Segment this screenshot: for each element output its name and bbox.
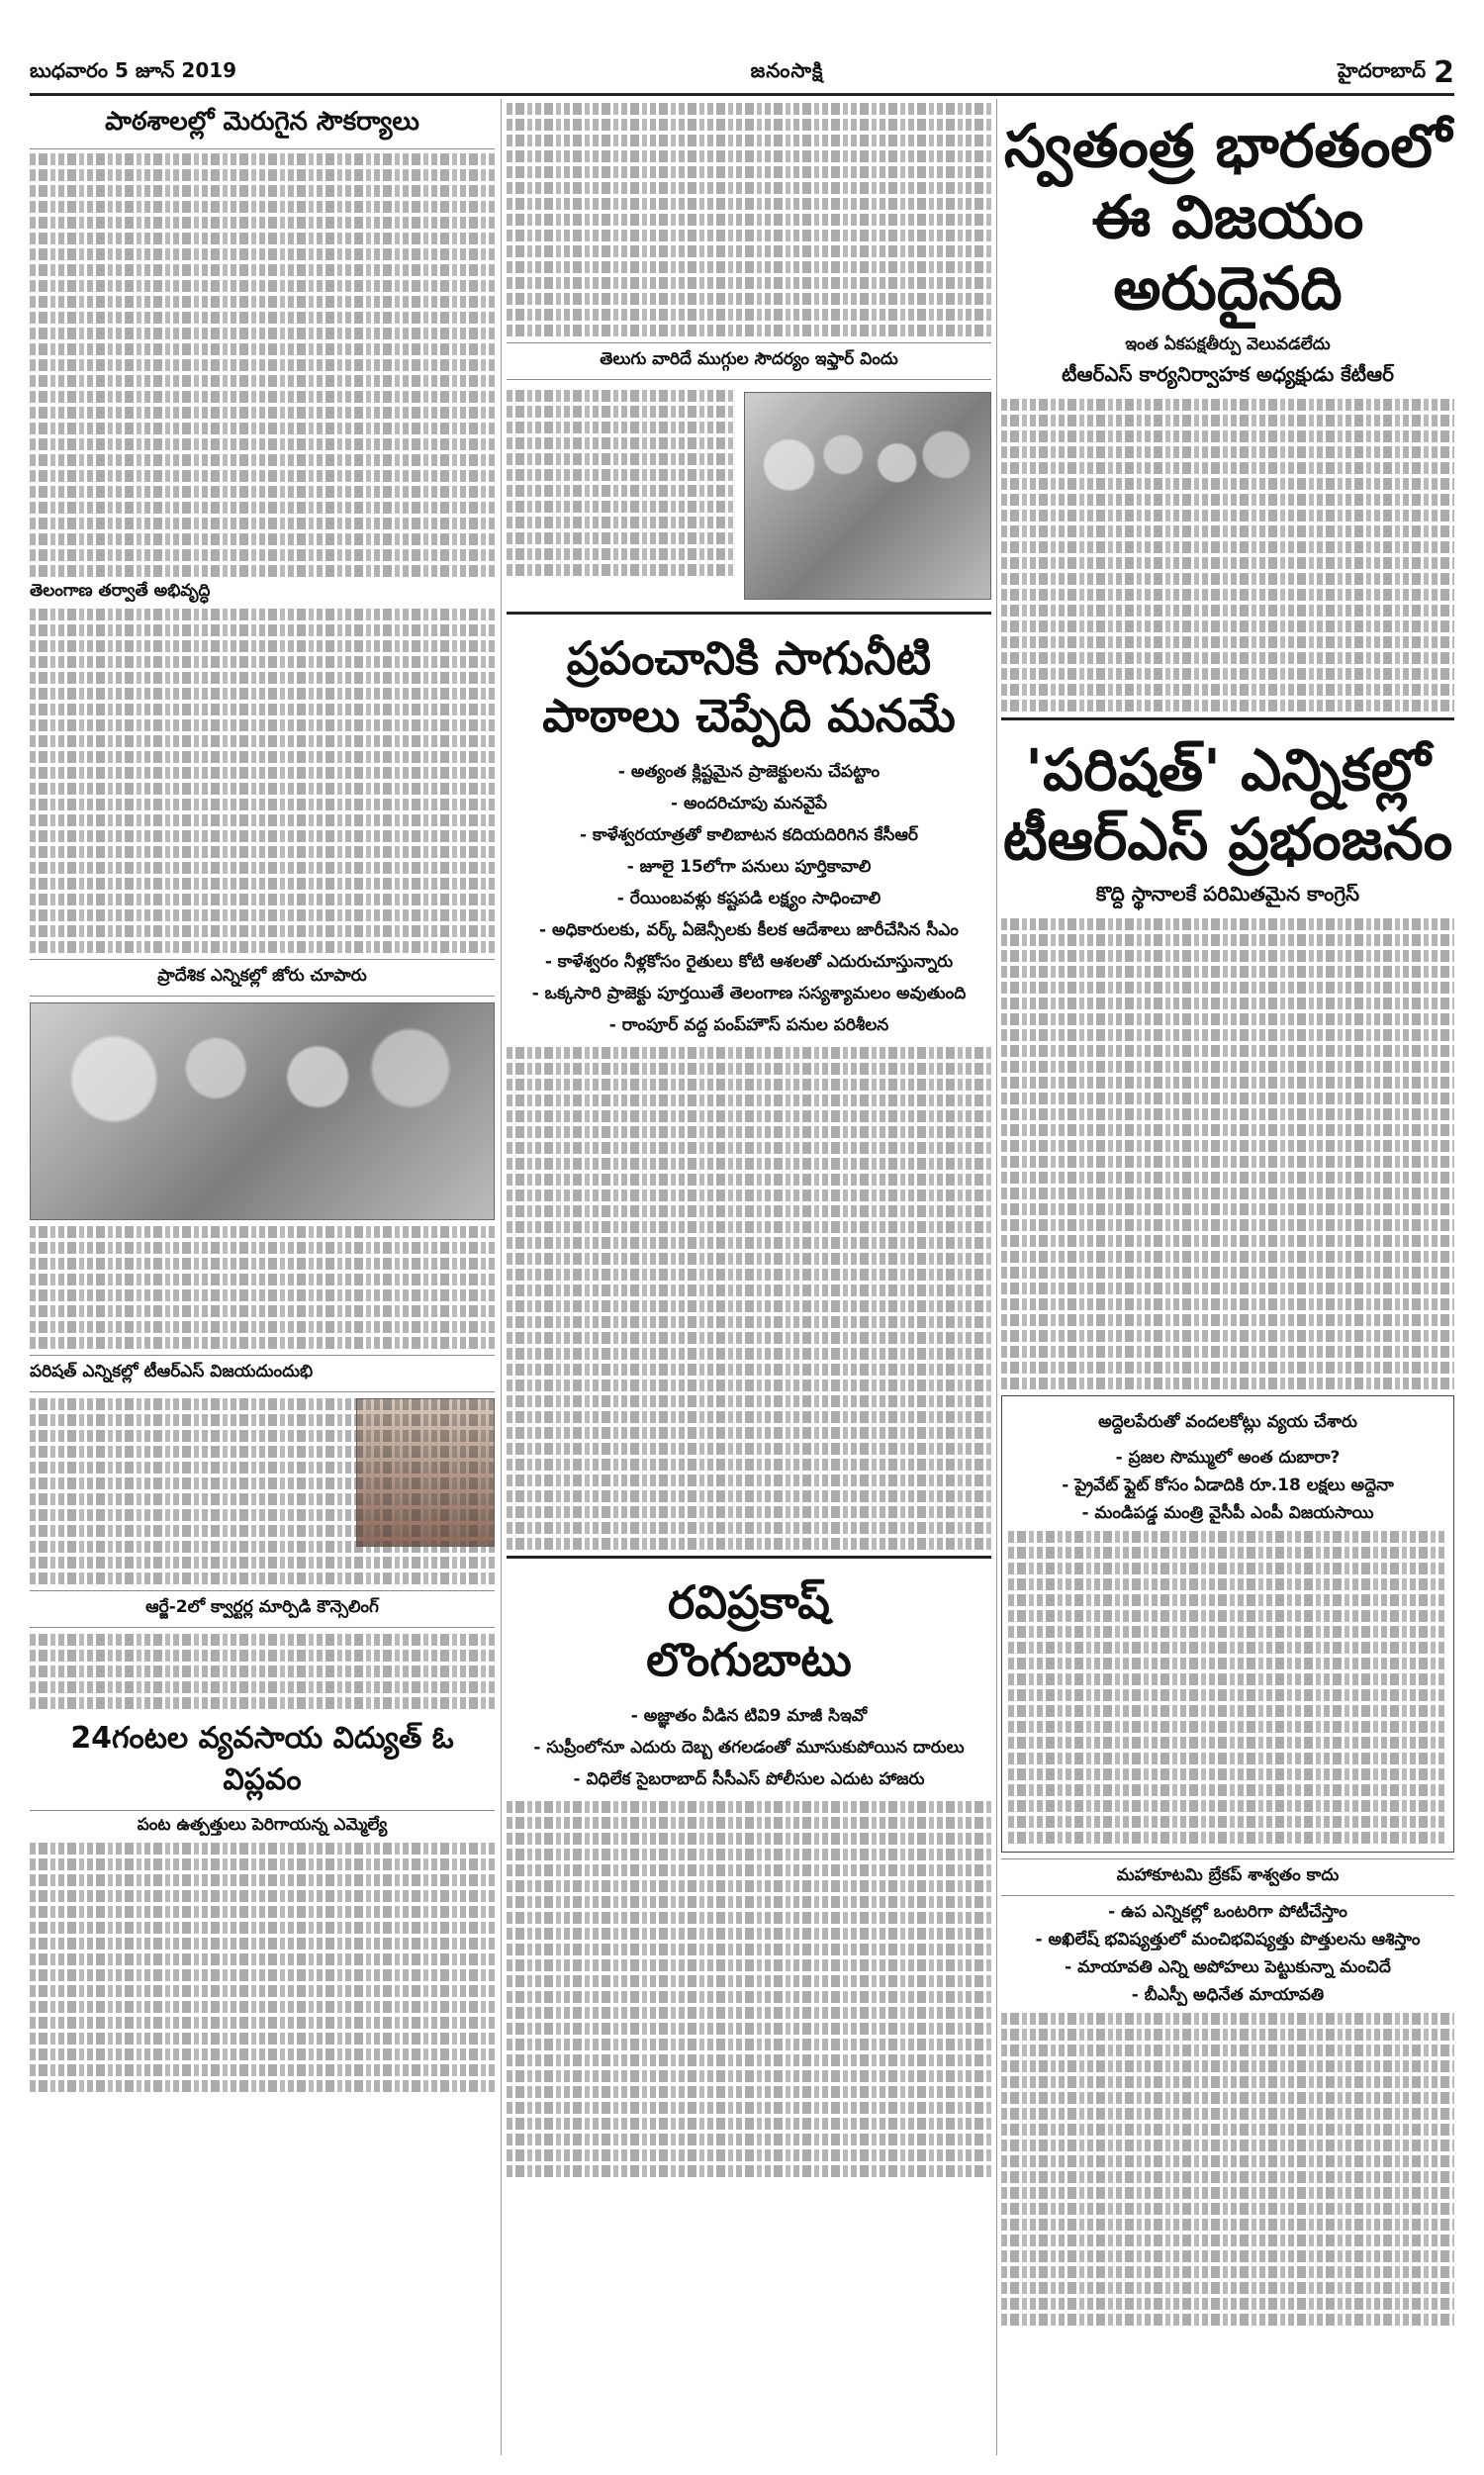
- article-body: [30, 153, 495, 577]
- article-body: [1001, 2013, 1454, 2326]
- headline-bullet: - కాళేశ్వరం నీళ్లకోసం రైతులు కోటి ఆశలతో ఎదురుచూస్తున్నారు: [544, 952, 954, 972]
- headline-bullet: - రాంపూర్ వద్ద పంప్‌హౌస్ పనుల పరిశీలన: [608, 1015, 889, 1035]
- lead-headline-line2: ఈ విజయం అరుదైనది: [1091, 183, 1364, 324]
- article-body: [507, 103, 991, 336]
- article-with-photo: [507, 386, 991, 606]
- page-number: 2: [1434, 54, 1454, 90]
- article-body: [507, 1047, 991, 1550]
- article-body: [507, 386, 736, 606]
- feature-headline-line2: లొంగుబాటు: [646, 1632, 852, 1686]
- headline-bullet: - మండిపడ్డ మంత్రి వైసీపీ ఎంపీ విజయసాయి: [1081, 1503, 1374, 1524]
- news-photo: [30, 1002, 495, 1220]
- masthead-city: [1338, 55, 1454, 90]
- article-subheadline: తెలంగాణ తర్వాతే అభివృద్ధి: [30, 581, 211, 601]
- feature-headline: [507, 1565, 991, 1698]
- article-headline: ప్రాదేశిక ఎన్నికల్లో జోరు చూపారు: [30, 959, 495, 997]
- masthead-city-name: హైదరాబాద్: [1338, 57, 1427, 82]
- article-body: [1008, 1531, 1447, 1844]
- article-headline: అద్దెలపేరుతో వందలకోట్లు వ్యయ చేశారు: [1098, 1412, 1357, 1433]
- feature-headline-line1: రవిప్రకాష్: [668, 1575, 830, 1629]
- lead-headline-line1: స్వతంత్ర భారతంలో: [1003, 112, 1452, 181]
- article-body: [30, 609, 495, 953]
- article-headline: 24గంటల వ్యవసాయ విద్యుత్ ఓ విప్లవం: [30, 1713, 495, 1811]
- masthead-paper-name: జనంసాక్షి: [750, 57, 824, 82]
- article-body: [1001, 399, 1454, 712]
- headline-bullet: - బీఎస్పీ అధినేత మాయావతి: [1131, 1985, 1325, 2006]
- headline-bullet: - ఒక్కసారి ప్రాజెక్టు పూర్తయితే తెలంగాణ సస్యశ్యామలం అవుతుంది: [531, 984, 967, 1003]
- headline-bullet: - అఖిలేష్ భవిష్యత్తులో మంచిభవిష్యత్తు పొత్తులను ఆశిస్తాం: [1035, 1930, 1421, 1951]
- lead-deck: ఇంత ఏకపక్షతీర్పు వెలువడలేదు: [1125, 334, 1331, 354]
- article-headline: పాఠశాలల్లో మెరుగైన సౌకర్యాలు: [30, 99, 495, 149]
- headline-bullet: - కాళేశ్వరయాత్రతో కాలిబాటన కదియదిరిగిన కేసీఆర్: [580, 825, 918, 845]
- feature-headline-line2: పాఠాలు చెప్పేది మనమే: [542, 688, 956, 742]
- headline-bullet: - అజ్ఞాతం వీడిన టివి9 మాజీ సిఇవో: [630, 1706, 868, 1726]
- headline-bullet: - సుప్రీంలోనూ ఎదురు దెబ్బ తగలడంతో మూసుకుపోయిన దారులు: [533, 1738, 965, 1758]
- column-divider: [501, 99, 502, 2455]
- headline-bullet: - విధిలేక సైబరాబాద్ సీసీఎస్ పోలీసుల ఎదుట హాజరు: [573, 1769, 925, 1789]
- lead-headline-line2: టీఆర్ఎస్ ప్రభంజనం: [1002, 805, 1453, 873]
- headline-bullets: [507, 762, 991, 1039]
- lead-headline-line1: 'పరిషత్' ఎన్నికల్లో: [1025, 736, 1431, 804]
- section-rule: [507, 612, 991, 615]
- article-body: [30, 1398, 495, 1584]
- article-body: [30, 1634, 495, 1709]
- headline-bullet: - ప్రైవేట్ ఫ్లైట్ కోసం ఏడాదికి రూ.18 లక్షలు అద్దెనా: [1062, 1475, 1394, 1496]
- column-middle: [507, 99, 991, 2455]
- section-rule: [507, 1556, 991, 1559]
- column-right: [1001, 99, 1454, 2455]
- headline-bullet: - అందరిచూపు మనవైపే: [670, 794, 827, 813]
- feature-headline-line1: ప్రపంచానికి సాగునీటి: [566, 631, 932, 685]
- masthead: [30, 54, 1454, 90]
- headline-bullet: - ఉప ఎన్నికల్లో ఒంటరిగా పోటీచేస్తాం: [1108, 1902, 1347, 1923]
- feature-headline: [507, 620, 991, 754]
- article-body: [1001, 918, 1454, 1389]
- lead-headline: [1001, 726, 1454, 878]
- lead-headline: [1001, 99, 1454, 331]
- headline-bullets: [507, 1706, 991, 1793]
- masthead-date: బుధవారం 5 జూన్ 2019: [30, 57, 237, 82]
- article-body: [30, 1226, 495, 1349]
- article-body: [30, 1843, 495, 2092]
- column-left: [30, 99, 495, 2455]
- article-headline: మహాకూటమి బ్రేకప్ శాశ్వతం కాదు: [1001, 1858, 1454, 1896]
- section-rule: [1001, 717, 1454, 720]
- article-body: [507, 1801, 991, 2177]
- headline-bullet: - జూలై 15లోగా పనులు పూర్తికావాలి: [626, 857, 872, 877]
- article-headline: తెలుగు వారిదే ముగ్గుల సౌదర్యం ఇఫ్తార్ విందు: [507, 342, 991, 380]
- lead-subdeck: టీఆర్ఎస్ కార్యనిర్వాహక అధ్యక్షుడు కేటీఆర్: [1062, 362, 1394, 386]
- iftar-photo: [744, 392, 991, 600]
- article-headline: ఆర్జే-2లో క్వార్టర్ల మార్పిడి కౌన్సెలింగ్: [30, 1590, 495, 1628]
- article-deck: పంట ఉత్పత్తులు పెరిగాయన్న ఎమ్మెల్యే: [137, 1815, 388, 1835]
- article-headline: పరిషత్ ఎన్నికల్లో టీఆర్ఎస్ విజయదుందుభి: [30, 1355, 495, 1392]
- headline-bullet: - అధికారులకు, వర్క్ ఏజెన్సీలకు కీలక ఆదేశాలు జారీచేసిన సీఎం: [539, 920, 959, 940]
- headline-bullet: - మాయావతి ఎన్ని అపోహలు పెట్టుకున్నా మంచిదే: [1065, 1957, 1391, 1978]
- masthead-rule: [30, 93, 1454, 96]
- article-box: [1001, 1395, 1454, 1853]
- column-divider: [996, 99, 997, 2455]
- headline-bullet: - అత్యంత క్లిష్టమైన ప్రాజెక్టులను చేపట్టాం: [617, 762, 881, 782]
- headline-bullets: [1008, 1448, 1447, 1527]
- lead-deck: కొద్ది స్థానాలకే పరిమితమైన కాంగ్రెస్: [1095, 882, 1360, 906]
- headline-bullet: - ప్రజల సొమ్ములో అంత దుబారా?: [1115, 1448, 1341, 1469]
- headline-bullets: [1001, 1902, 1454, 2009]
- headline-bullet: - రేయింబవళ్లు కష్టపడి లక్ష్యం సాధించాలి: [616, 889, 881, 908]
